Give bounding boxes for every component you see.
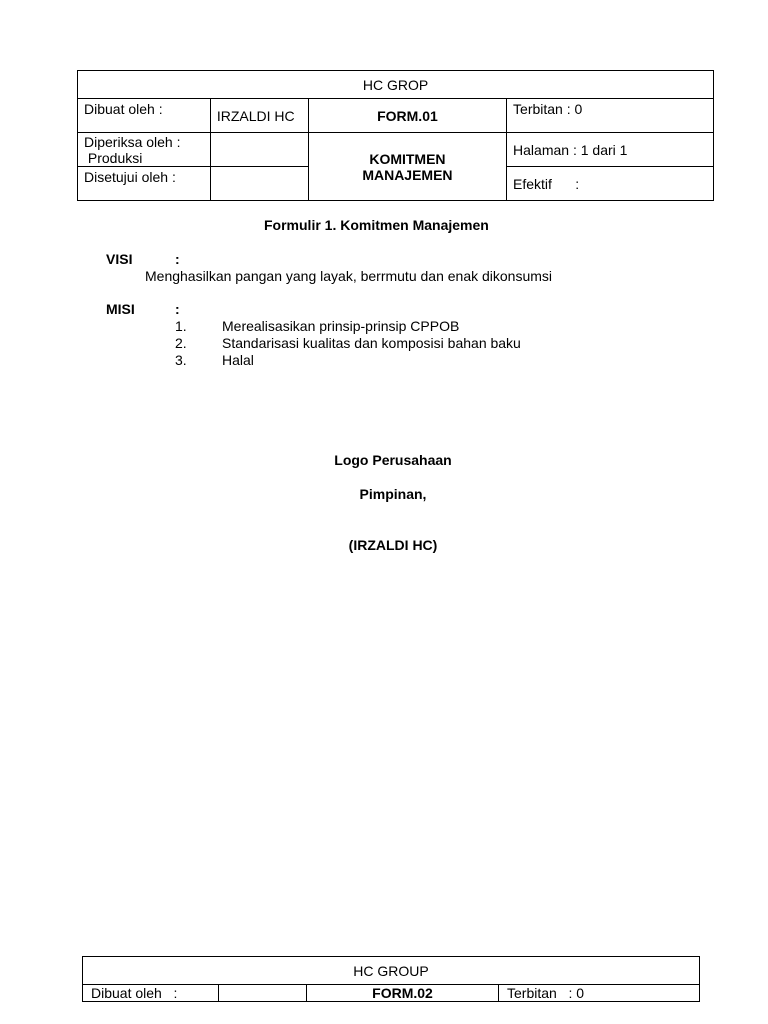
form-header-table-2 — [82, 956, 700, 1002]
misi-item-number: 1. — [175, 318, 187, 334]
dibuat-value: IRZALDI HC — [210, 99, 308, 133]
visi-text: Menghasilkan pangan yang layak, berrmutu dan enak dikonsumsi — [145, 268, 553, 284]
document-title: Formulir 1. Komitmen Manajemen — [264, 217, 489, 233]
pimpinan-label: Pimpinan, — [359, 486, 427, 502]
terbitan-2: Terbitan : 0 — [499, 985, 700, 1002]
dibuat-label: Dibuat oleh : — [78, 99, 211, 133]
logo-placeholder: Logo Perusahaan — [334, 452, 452, 468]
company-name-2: HC GROUP — [83, 957, 700, 985]
diperiksa-sub: Produksi — [84, 150, 143, 166]
dibuat-value-2 — [219, 985, 307, 1002]
misi-item-text: Halal — [222, 352, 254, 368]
misi-item-number: 3. — [175, 352, 187, 368]
form-title — [308, 133, 506, 201]
visi-colon: : — [175, 251, 180, 267]
misi-colon: : — [175, 301, 180, 317]
diperiksa-value — [210, 133, 308, 167]
disetujui-label: Disetujui oleh : — [78, 167, 211, 201]
halaman: Halaman : 1 dari 1 — [507, 133, 714, 167]
misi-item-number: 2. — [175, 335, 187, 351]
diperiksa-label: Diperiksa oleh : — [84, 134, 181, 150]
terbitan: Terbitan : 0 — [507, 99, 714, 133]
disetujui-value — [210, 167, 308, 201]
misi-item-text: Merealisasikan prinsip-prinsip CPPOB — [222, 318, 460, 334]
diperiksa-cell — [78, 133, 211, 167]
visi-label: VISI — [106, 251, 133, 267]
form-header-table — [77, 70, 714, 201]
signer-name: (IRZALDI HC) — [348, 537, 438, 553]
company-name: HC GROP — [78, 71, 714, 99]
form-title-line-1: KOMITMEN — [369, 150, 446, 167]
misi-label: MISI — [106, 301, 135, 317]
dibuat-label-2: Dibuat oleh : — [83, 985, 219, 1002]
efektif: Efektif : — [507, 167, 714, 201]
form-code-2: FORM.02 — [307, 985, 499, 1002]
misi-item-text: Standarisasi kualitas dan komposisi bahan baku — [222, 335, 521, 351]
form-title-line-2: MANAJEMEN — [362, 166, 453, 183]
form-code: FORM.01 — [308, 99, 506, 133]
